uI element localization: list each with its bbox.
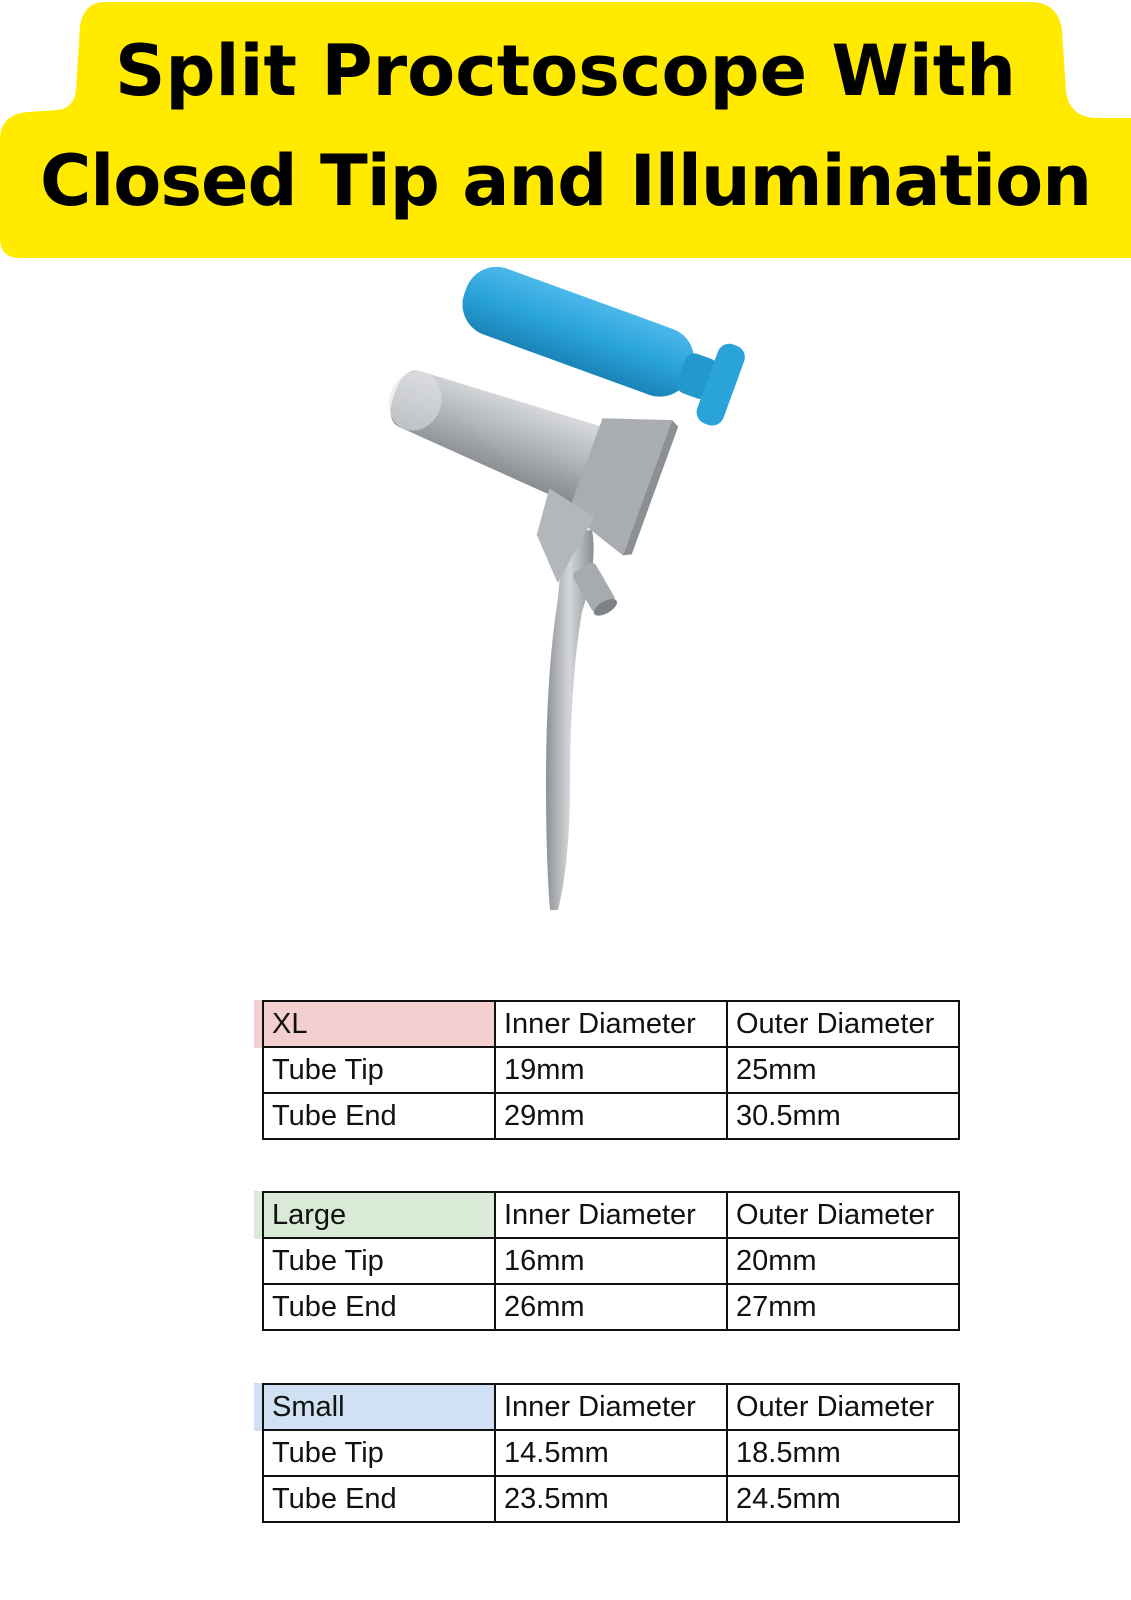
outer-diameter-value: 24.5mm bbox=[727, 1476, 959, 1522]
size-label: XL bbox=[263, 1001, 495, 1047]
row-label: Tube Tip bbox=[263, 1047, 495, 1093]
row-label: Tube End bbox=[263, 1093, 495, 1139]
product-image bbox=[360, 262, 800, 942]
table-header-row bbox=[263, 1001, 959, 1047]
outer-diameter-value: 30.5mm bbox=[727, 1093, 959, 1139]
inner-diameter-value: 19mm bbox=[495, 1047, 727, 1093]
table-row bbox=[263, 1476, 959, 1522]
size-label: Large bbox=[263, 1192, 495, 1238]
table-row bbox=[263, 1093, 959, 1139]
row-label: Tube Tip bbox=[263, 1238, 495, 1284]
size-table-xl bbox=[262, 1000, 960, 1140]
outer-diameter-header: Outer Diameter bbox=[727, 1384, 959, 1430]
outer-diameter-header: Outer Diameter bbox=[727, 1192, 959, 1238]
table-header-row bbox=[263, 1192, 959, 1238]
outer-diameter-value: 25mm bbox=[727, 1047, 959, 1093]
outer-diameter-header: Outer Diameter bbox=[727, 1001, 959, 1047]
inner-diameter-value: 16mm bbox=[495, 1238, 727, 1284]
row-label: Tube Tip bbox=[263, 1430, 495, 1476]
row-label: Tube End bbox=[263, 1476, 495, 1522]
table-row bbox=[263, 1047, 959, 1093]
page-title-line-1: Split Proctoscope With bbox=[114, 30, 1016, 112]
row-label: Tube End bbox=[263, 1284, 495, 1330]
size-table-small bbox=[262, 1383, 960, 1523]
inner-diameter-header: Inner Diameter bbox=[495, 1001, 727, 1047]
inner-diameter-value: 14.5mm bbox=[495, 1430, 727, 1476]
outer-diameter-value: 18.5mm bbox=[727, 1430, 959, 1476]
inner-diameter-value: 23.5mm bbox=[495, 1476, 727, 1522]
inner-diameter-value: 26mm bbox=[495, 1284, 727, 1330]
table-row bbox=[263, 1430, 959, 1476]
title-banner bbox=[0, 0, 1131, 270]
size-label: Small bbox=[263, 1384, 495, 1430]
outer-diameter-value: 27mm bbox=[727, 1284, 959, 1330]
inner-diameter-header: Inner Diameter bbox=[495, 1192, 727, 1238]
table-header-row bbox=[263, 1384, 959, 1430]
outer-diameter-value: 20mm bbox=[727, 1238, 959, 1284]
page-title-line-2: Closed Tip and Illumination bbox=[39, 140, 1092, 222]
table-row bbox=[263, 1284, 959, 1330]
split-proctoscope-icon bbox=[360, 262, 800, 942]
inner-diameter-header: Inner Diameter bbox=[495, 1384, 727, 1430]
table-row bbox=[263, 1238, 959, 1284]
size-table-large bbox=[262, 1191, 960, 1331]
inner-diameter-value: 29mm bbox=[495, 1093, 727, 1139]
